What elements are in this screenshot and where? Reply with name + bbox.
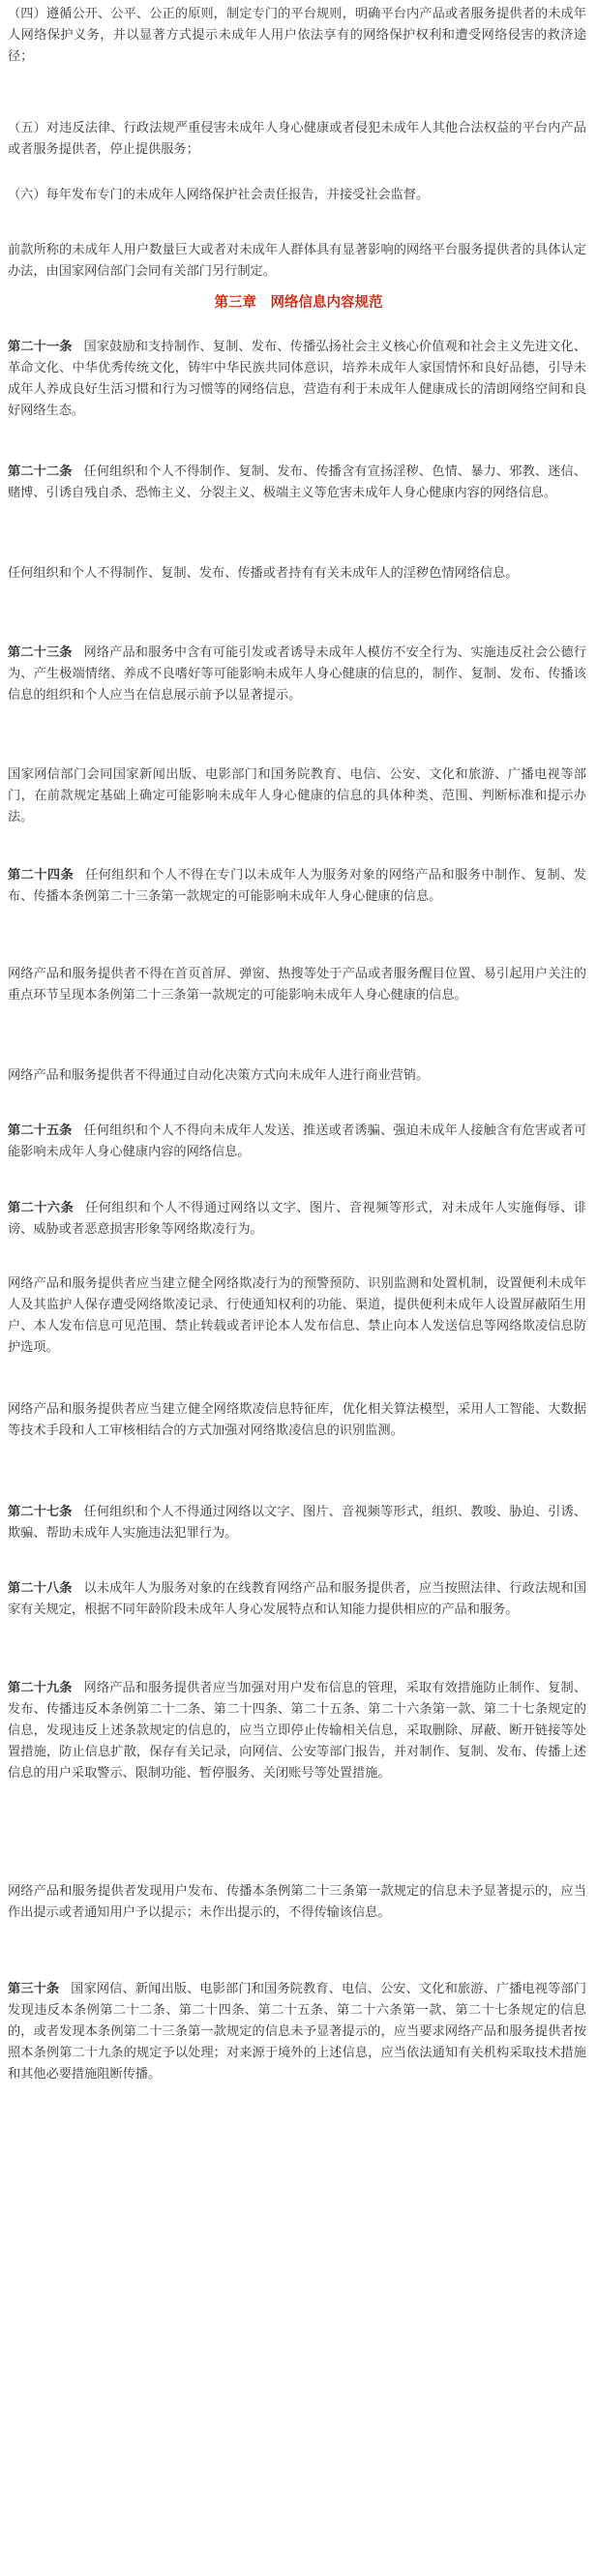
- article-number: 第二十四条: [8, 868, 75, 883]
- paragraph: （五）对违反法律、行政法规严重侵害未成年人身心健康或者侵犯未成年人其他合法权益的平台内产品或者服务提供者，停止提供服务；: [8, 121, 586, 157]
- article-number: 第二十五条: [8, 1123, 73, 1138]
- article: 第二十九条 网络产品和服务提供者应当加强对用户发布信息的管理，采取有效措施防止制作、复制、发布、传播违反本条例第二十二条、第二十四条、第二十五条、第二十六条第一款、第二十七条规定的信息，发现违反上述条款规定的信息的，应当立即停止传输相关信息，采取删除、屏蔽、断开链接等处置措施，防止信息扩散，保存有关记录，向网信、公安等部门报告，并对制作、复制、发布、传播上述信息的用户采取警示、限制功能、暂停服务、关闭账号等处置措施。: [8, 1681, 587, 1781]
- paragraph: 网络产品和服务提供者不得通过自动化决策方式向未成年人进行商业营销。: [8, 1068, 430, 1083]
- article-number: 第二十七条: [8, 1505, 73, 1519]
- article: 第二十五条 任何组织和个人不得向未成年人发送、推送或者诱骗、强迫未成年人接触含有危害或者可能影响未成年人身心健康内容的网络信息。: [8, 1123, 587, 1159]
- paragraph: 任何组织和个人不得制作、复制、发布、传播或者持有有关未成年人的淫秽色情网络信息。: [8, 566, 519, 581]
- article-number: 第二十八条: [8, 1581, 73, 1596]
- article: 第二十三条 网络产品和服务中含有可能引发或者诱导未成年人模仿不安全行为、实施违反社会公德行为、产生极端情绪、养成不良嗜好等可能影响未成年人身心健康的信息的，制作、复制、发布、传播该信息的组织和个人应当在信息展示前予以显著提示。: [8, 645, 587, 703]
- article-number: 第二十九条: [8, 1681, 73, 1695]
- article-number: 第三十条: [8, 1982, 60, 1996]
- article-number: 第二十二条: [8, 464, 73, 479]
- paragraph: 网络产品和服务提供者不得在首页首屏、弹窗、热搜等处于产品或者服务醒目位置、易引起用户关注的重点环节呈现本条例第二十三条第一款规定的可能影响未成年人身心健康的信息。: [8, 967, 586, 1003]
- article: 第三十条 国家网信、新闻出版、电影部门和国务院教育、电信、公安、文化和旅游、广播电视等部门发现违反本条例第二十二条、第二十四条、第二十五条、第二十六条第一款、第二十七条规定的信息的，或者发现本条例第二十三条第一款规定的信息未予显著提示的，应当要求网络产品和服务提供者按照本条例第二十九条的规定予以处理；对来源于境外的上述信息，应当依法通知有关机构采取技术措施和其他必要措施阻断传播。: [8, 1982, 586, 2082]
- paragraph: 网络产品和服务提供者应当建立健全网络欺凌信息特征库，优化相关算法模型，采用人工智能、大数据等技术手段和人工审核相结合的方式加强对网络欺凌信息的识别监测。: [8, 1402, 586, 1438]
- article: 第二十八条 以未成年人为服务对象的在线教育网络产品和服务提供者，应当按照法律、行政法规和国家有关规定，根据不同年龄阶段未成年人身心发展特点和认知能力提供相应的产品和服务。: [8, 1581, 587, 1617]
- article: 第二十六条 任何组织和个人不得通过网络以文字、图片、音视频等形式，对未成年人实施侮辱、诽谤、威胁或者恶意损害形象等网络欺凌行为。: [8, 1201, 587, 1237]
- article-number: 第二十一条: [8, 340, 73, 354]
- paragraph: （四）遵循公开、公平、公正的原则，制定专门的平台规则，明确平台内产品或者服务提供者的未成年人网络保护义务，并以显著方式提示未成年人用户依法享有的网络保护权利和遭受网络侵害的救济途径；: [8, 7, 586, 64]
- article: 第二十七条 任何组织和个人不得通过网络以文字、图片、音视频等形式，组织、教唆、胁迫、引诱、欺骗、帮助未成年人实施违法犯罪行为。: [8, 1505, 587, 1541]
- article: 第二十二条 任何组织和个人不得制作、复制、发布、传播含有宣扬淫秽、色情、暴力、邪教、迷信、赌博、引诱自残自杀、恐怖主义、分裂主义、极端主义等危害未成年人身心健康内容的网络信息。: [8, 464, 587, 500]
- paragraph: 网络产品和服务提供者应当建立健全网络欺凌行为的预警预防、识别监测和处置机制，设置便利未成年人及其监护人保存遭受网络欺凌记录、行使通知权利的功能、渠道，提供便利未成年人设置屏蔽陌生用户、本人发布信息可见范围、禁止转载或者评论本人发布信息、禁止向本人发送信息等网络欺凌信息防护选项。: [8, 1276, 586, 1355]
- paragraph: 国家网信部门会同国家新闻出版、电影部门和国务院教育、电信、公安、文化和旅游、广播电视等部门，在前款规定基础上确定可能影响未成年人身心健康的信息的具体种类、范围、判断标准和提示办法。: [8, 767, 586, 824]
- paragraph: 前款所称的未成年人用户数量巨大或者对未成年人群体具有显著影响的网络平台服务提供者的具体认定办法，由国家网信部门会同有关部门另行制定。: [8, 243, 586, 279]
- article: 第二十四条 任何组织和个人不得在专门以未成年人为服务对象的网络产品和服务中制作、复制、发布、传播本条例第二十三条第一款规定的可能影响未成年人身心健康的信息。: [8, 868, 587, 904]
- paragraph: 网络产品和服务提供者发现用户发布、传播本条例第二十三条第一款规定的信息未予显著提示的，应当作出提示或者通知用户予以提示；未作出提示的，不得传输该信息。: [8, 1884, 586, 1920]
- chapter-heading: 第三章 网络信息内容规范: [214, 295, 383, 311]
- paragraph: （六）每年发布专门的未成年人网络保护社会责任报告，并接受社会监督。: [8, 188, 430, 202]
- article-number: 第二十三条: [8, 645, 73, 660]
- article: 第二十一条 国家鼓励和支持制作、复制、发布、传播弘扬社会主义核心价值观和社会主义先进文化、革命文化、中华优秀传统文化，铸牢中华民族共同体意识，培养未成年人家国情怀和良好品德，引导未成年人养成良好生活习惯和行为习惯等的网络信息，营造有利于未成年人健康成长的清朗网络空间和良好网络生态。: [8, 340, 587, 418]
- article-number: 第二十六条: [8, 1201, 75, 1215]
